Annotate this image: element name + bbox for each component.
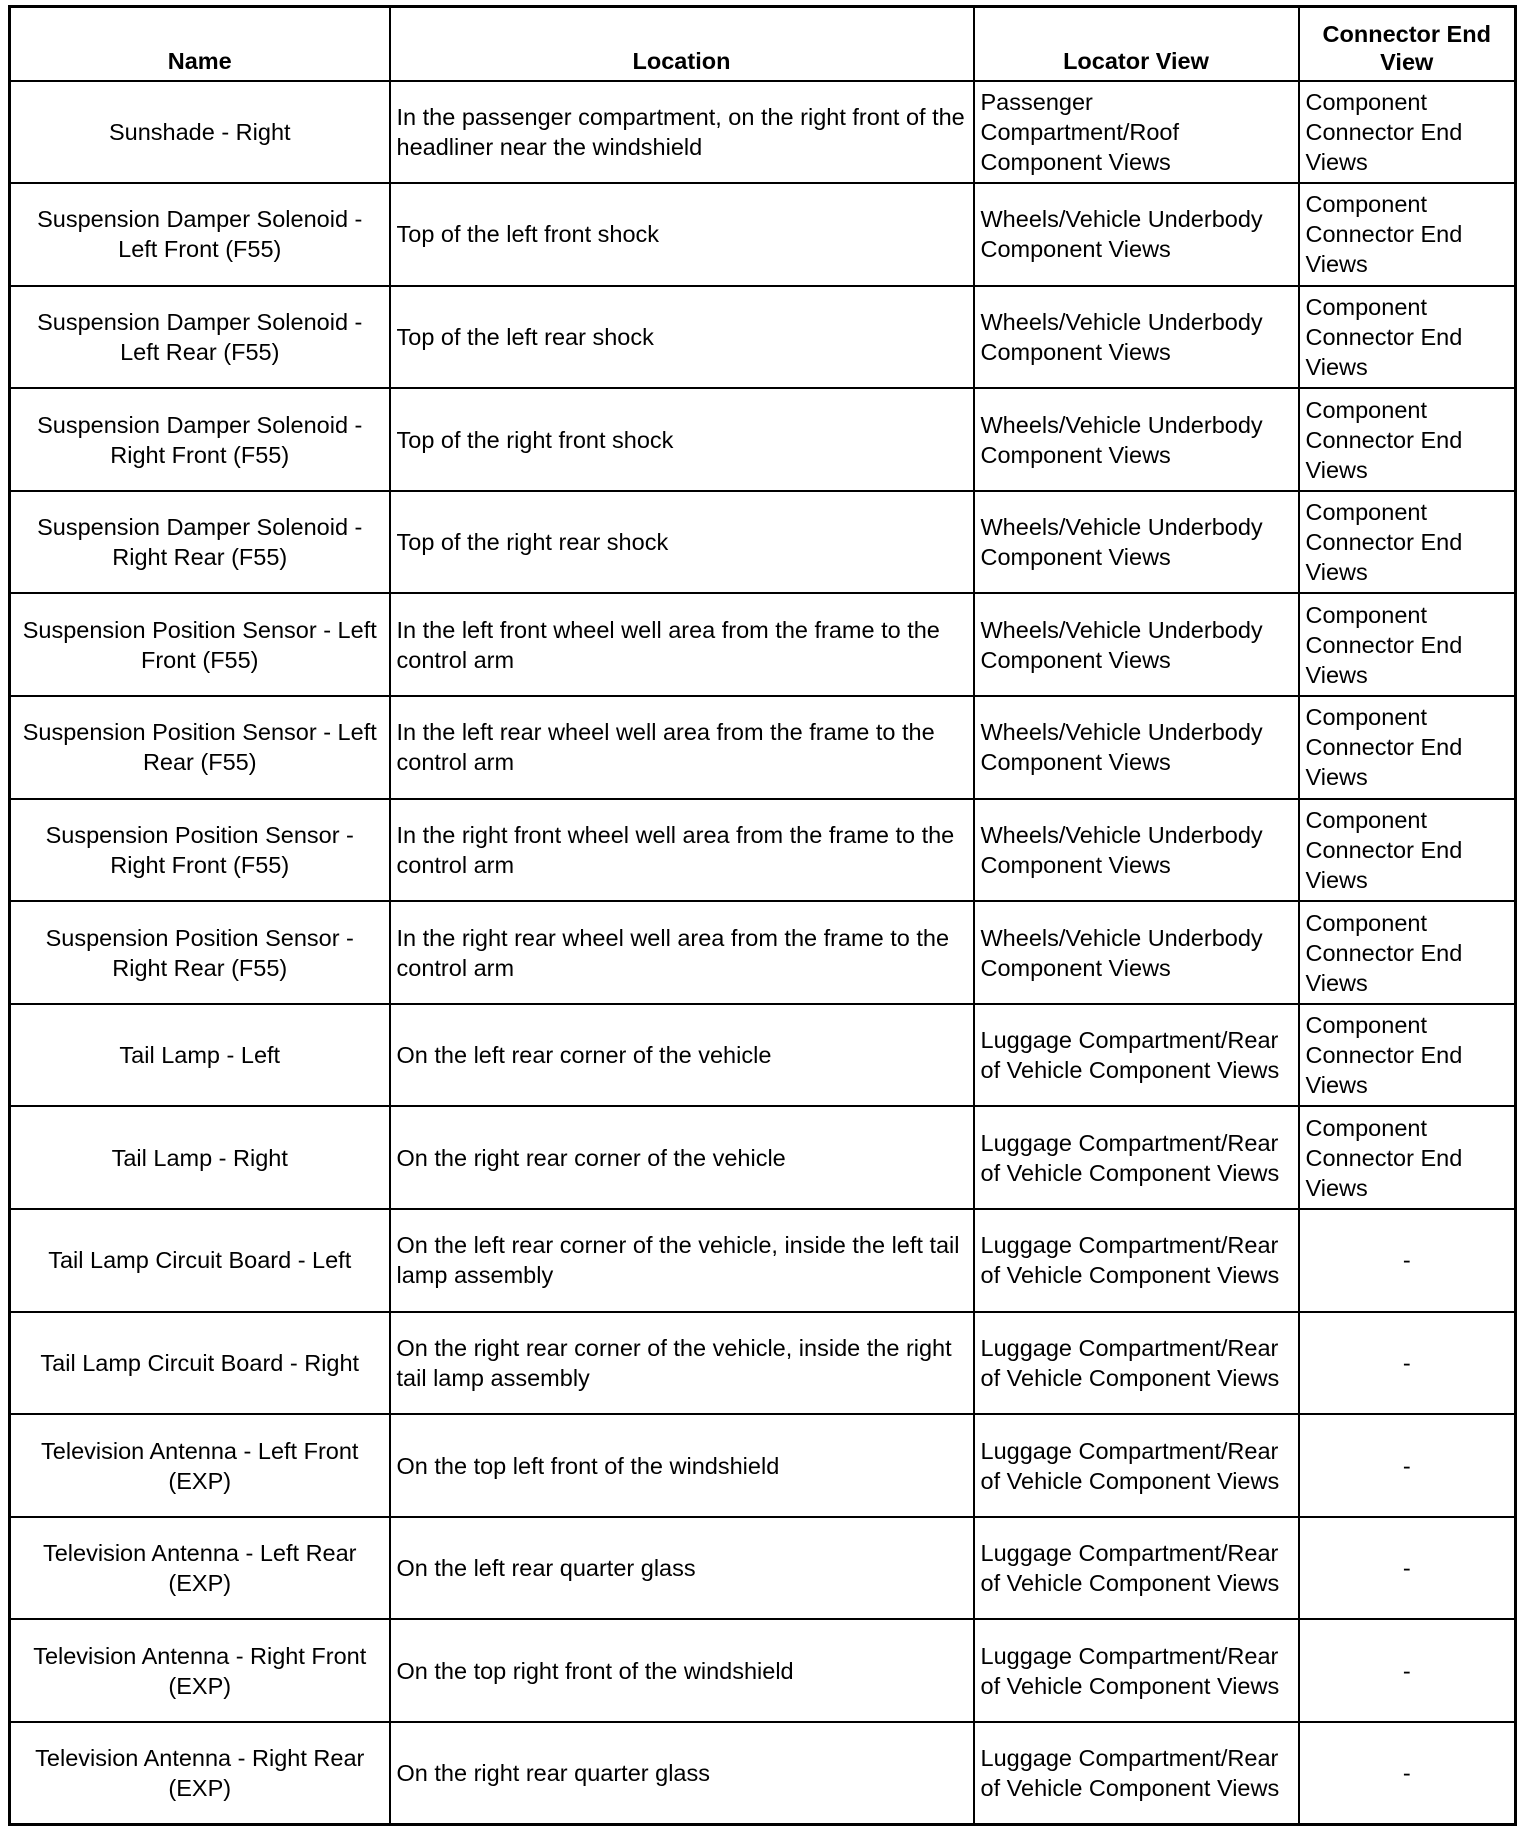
- cell-locator-view: Wheels/Vehicle Underbody Component Views: [974, 593, 1299, 696]
- table-row: [10, 901, 1516, 1004]
- cell-locator-view: Luggage Compartment/Rear of Vehicle Component Views: [974, 1619, 1299, 1722]
- table-row: [10, 81, 1516, 184]
- cell-name: Suspension Position Sensor - Left Front (F55): [10, 593, 390, 696]
- cell-name: Television Antenna - Right Rear (EXP): [10, 1722, 390, 1825]
- header-locator-view: Locator View: [974, 7, 1299, 81]
- cell-location: On the left rear corner of the vehicle: [390, 1004, 974, 1107]
- table-row: [10, 696, 1516, 799]
- cell-location: Top of the left front shock: [390, 183, 974, 286]
- table-row: [10, 1209, 1516, 1312]
- cell-locator-view: Luggage Compartment/Rear of Vehicle Component Views: [974, 1517, 1299, 1620]
- cell-connector-end-view: -: [1299, 1414, 1516, 1517]
- cell-name: Suspension Damper Solenoid - Left Front (F55): [10, 183, 390, 286]
- cell-name: Sunshade - Right: [10, 81, 390, 184]
- cell-connector-end-view: Component Connector End Views: [1299, 183, 1516, 286]
- header-connector-end-view: Connector End View: [1299, 7, 1516, 81]
- cell-connector-end-view: -: [1299, 1517, 1516, 1620]
- cell-name: Suspension Position Sensor - Left Rear (F55): [10, 696, 390, 799]
- cell-location: Top of the right front shock: [390, 388, 974, 491]
- cell-locator-view: Wheels/Vehicle Underbody Component Views: [974, 901, 1299, 1004]
- cell-locator-view: Passenger Compartment/Roof Component Views: [974, 81, 1299, 184]
- cell-connector-end-view: -: [1299, 1619, 1516, 1722]
- table-row: [10, 1619, 1516, 1722]
- table-row: [10, 388, 1516, 491]
- cell-locator-view: Luggage Compartment/Rear of Vehicle Component Views: [974, 1722, 1299, 1825]
- cell-name: Tail Lamp Circuit Board - Left: [10, 1209, 390, 1312]
- table-row: [10, 183, 1516, 286]
- cell-connector-end-view: Component Connector End Views: [1299, 81, 1516, 184]
- cell-locator-view: Luggage Compartment/Rear of Vehicle Component Views: [974, 1414, 1299, 1517]
- table-row: [10, 286, 1516, 389]
- cell-location: In the right rear wheel well area from the frame to the control arm: [390, 901, 974, 1004]
- cell-connector-end-view: -: [1299, 1312, 1516, 1415]
- table-row: [10, 1004, 1516, 1107]
- header-row: [10, 7, 1516, 81]
- table-row: [10, 1312, 1516, 1415]
- cell-location: On the top right front of the windshield: [390, 1619, 974, 1722]
- cell-locator-view: Wheels/Vehicle Underbody Component Views: [974, 286, 1299, 389]
- cell-connector-end-view: -: [1299, 1209, 1516, 1312]
- cell-name: Tail Lamp - Right: [10, 1106, 390, 1209]
- cell-connector-end-view: Component Connector End Views: [1299, 696, 1516, 799]
- cell-locator-view: Wheels/Vehicle Underbody Component Views: [974, 388, 1299, 491]
- cell-name: Television Antenna - Right Front (EXP): [10, 1619, 390, 1722]
- header-location: Location: [390, 7, 974, 81]
- cell-connector-end-view: Component Connector End Views: [1299, 286, 1516, 389]
- cell-connector-end-view: Component Connector End Views: [1299, 901, 1516, 1004]
- table-row: [10, 1517, 1516, 1620]
- cell-location: On the top left front of the windshield: [390, 1414, 974, 1517]
- cell-name: Suspension Position Sensor - Right Rear (F55): [10, 901, 390, 1004]
- table-row: [10, 1722, 1516, 1825]
- cell-location: In the passenger compartment, on the right front of the headliner near the windshield: [390, 81, 974, 184]
- cell-locator-view: Luggage Compartment/Rear of Vehicle Component Views: [974, 1312, 1299, 1415]
- cell-locator-view: Wheels/Vehicle Underbody Component Views: [974, 491, 1299, 594]
- cell-name: Suspension Damper Solenoid - Right Rear (F55): [10, 491, 390, 594]
- cell-connector-end-view: Component Connector End Views: [1299, 388, 1516, 491]
- cell-location: On the left rear quarter glass: [390, 1517, 974, 1620]
- cell-name: Tail Lamp Circuit Board - Right: [10, 1312, 390, 1415]
- component-locator-table: [8, 5, 1517, 1826]
- table-row: [10, 593, 1516, 696]
- cell-location: On the right rear quarter glass: [390, 1722, 974, 1825]
- table-row: [10, 491, 1516, 594]
- cell-connector-end-view: Component Connector End Views: [1299, 491, 1516, 594]
- cell-locator-view: Luggage Compartment/Rear of Vehicle Component Views: [974, 1106, 1299, 1209]
- cell-location: On the left rear corner of the vehicle, inside the left tail lamp assembly: [390, 1209, 974, 1312]
- cell-connector-end-view: Component Connector End Views: [1299, 799, 1516, 902]
- cell-name: Television Antenna - Left Front (EXP): [10, 1414, 390, 1517]
- cell-location: In the right front wheel well area from the frame to the control arm: [390, 799, 974, 902]
- cell-name: Tail Lamp - Left: [10, 1004, 390, 1107]
- table-row: [10, 1106, 1516, 1209]
- cell-connector-end-view: Component Connector End Views: [1299, 1004, 1516, 1107]
- header-name: Name: [10, 7, 390, 81]
- cell-locator-view: Wheels/Vehicle Underbody Component Views: [974, 696, 1299, 799]
- cell-name: Suspension Damper Solenoid - Right Front (F55): [10, 388, 390, 491]
- cell-location: Top of the right rear shock: [390, 491, 974, 594]
- cell-location: In the left rear wheel well area from the frame to the control arm: [390, 696, 974, 799]
- table-row: [10, 1414, 1516, 1517]
- cell-locator-view: Luggage Compartment/Rear of Vehicle Component Views: [974, 1004, 1299, 1107]
- cell-connector-end-view: Component Connector End Views: [1299, 593, 1516, 696]
- cell-location: On the right rear corner of the vehicle: [390, 1106, 974, 1209]
- cell-location: On the right rear corner of the vehicle, inside the right tail lamp assembly: [390, 1312, 974, 1415]
- cell-locator-view: Wheels/Vehicle Underbody Component Views: [974, 183, 1299, 286]
- cell-name: Suspension Position Sensor - Right Front (F55): [10, 799, 390, 902]
- cell-connector-end-view: Component Connector End Views: [1299, 1106, 1516, 1209]
- cell-locator-view: Luggage Compartment/Rear of Vehicle Component Views: [974, 1209, 1299, 1312]
- cell-locator-view: Wheels/Vehicle Underbody Component Views: [974, 799, 1299, 902]
- cell-connector-end-view: -: [1299, 1722, 1516, 1825]
- cell-location: In the left front wheel well area from the frame to the control arm: [390, 593, 974, 696]
- cell-name: Television Antenna - Left Rear (EXP): [10, 1517, 390, 1620]
- cell-name: Suspension Damper Solenoid - Left Rear (F55): [10, 286, 390, 389]
- table-row: [10, 799, 1516, 902]
- cell-location: Top of the left rear shock: [390, 286, 974, 389]
